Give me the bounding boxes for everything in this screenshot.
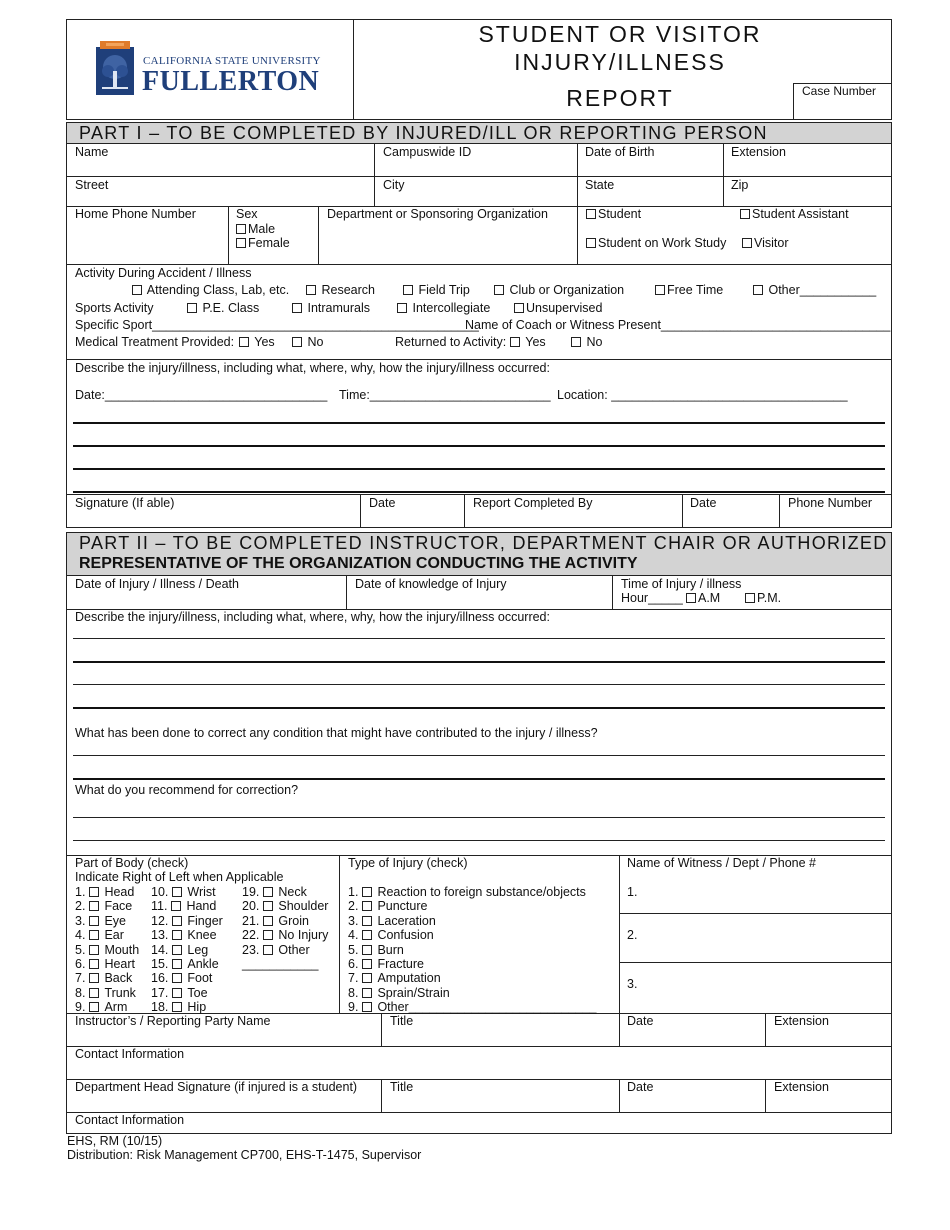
medical-yes[interactable]: Yes <box>239 335 275 349</box>
body-part-option[interactable]: 17. Toe <box>151 985 208 1000</box>
body-part-checkbox[interactable] <box>172 916 182 926</box>
body-part-option[interactable]: 7. Back <box>75 971 133 986</box>
body-part-option[interactable]: 18. Hip <box>151 1000 207 1015</box>
body-part-checkbox[interactable] <box>263 945 273 955</box>
signature-field[interactable]: Signature (If able) <box>75 496 175 510</box>
sports-pe[interactable]: P.E. Class <box>187 301 259 315</box>
sports-intercollegiate[interactable]: Intercollegiate <box>397 301 490 315</box>
injury-type-checkbox[interactable] <box>362 887 372 897</box>
injury-type-option[interactable]: 4. Confusion <box>348 928 434 943</box>
date-line[interactable]: Date:________________________________ <box>75 388 328 402</box>
injury-type-option[interactable]: 7. Amputation <box>348 971 441 986</box>
activity-research[interactable]: Research <box>306 283 375 297</box>
body-part-option[interactable]: 19. Neck <box>242 885 307 899</box>
intramurals-checkbox[interactable] <box>292 303 302 313</box>
returned-yes-checkbox[interactable] <box>510 337 520 347</box>
injury-type-option[interactable]: 8. Sprain/Strain <box>348 985 450 1000</box>
injury-type-option[interactable]: 3. Laceration <box>348 913 436 928</box>
writing-line[interactable] <box>73 468 885 470</box>
intercollegiate-checkbox[interactable] <box>397 303 407 313</box>
dept-head-contact-field[interactable]: Contact Information <box>75 1113 185 1127</box>
student-assistant-option[interactable]: Student Assistant <box>740 207 849 221</box>
form-title-line3: REPORT <box>566 85 674 111</box>
sex-female-option[interactable]: Female <box>236 236 290 250</box>
dept-head-extension-field[interactable]: Extension <box>774 1080 829 1094</box>
body-part-checkbox[interactable] <box>89 959 99 969</box>
university-logo <box>96 41 336 101</box>
body-part-checkbox[interactable] <box>172 959 182 969</box>
body-part-checkbox[interactable] <box>172 1002 182 1012</box>
writing-line[interactable] <box>73 817 885 818</box>
location-line[interactable]: Location: __________________________________ <box>557 388 848 402</box>
pe-class-checkbox[interactable] <box>187 303 197 313</box>
injury-type-checkbox[interactable] <box>362 930 372 940</box>
student-assistant-checkbox[interactable] <box>740 209 750 219</box>
activity-field-trip[interactable]: Field Trip <box>403 283 470 297</box>
department-field[interactable]: Department or Sponsoring Organization <box>327 207 548 221</box>
activity-club[interactable]: Club or Organization <box>494 283 624 297</box>
body-part-option[interactable]: 21. Groin <box>242 913 309 928</box>
witness-1-field[interactable]: 1. <box>627 885 638 899</box>
injury-type-option[interactable]: 5. Burn <box>348 942 404 957</box>
specific-sport-field[interactable]: Specific Sport_______________________________________________ <box>75 318 479 332</box>
body-part-option[interactable]: 11. Hand <box>151 899 217 914</box>
extension-field[interactable]: Extension <box>731 145 786 159</box>
pm-checkbox[interactable] <box>745 593 755 603</box>
student-work-study-checkbox[interactable] <box>586 238 596 248</box>
body-part-option[interactable]: 8. Trunk <box>75 985 136 1000</box>
activity-attending[interactable]: Attending Class, Lab, etc. <box>132 283 289 297</box>
body-part-option[interactable]: 3. Eye <box>75 913 126 928</box>
student-work-study-option[interactable]: Student on Work Study <box>586 236 726 250</box>
activity-free-time[interactable]: Free Time <box>655 283 723 297</box>
writing-line[interactable] <box>73 445 885 447</box>
body-part-option[interactable]: 1. Head <box>75 885 135 899</box>
coach-witness-field[interactable]: Name of Coach or Witness Present_________________________________ <box>465 318 891 332</box>
time-of-injury-label: Time of Injury / illness <box>621 577 742 591</box>
other-activity-checkbox[interactable] <box>753 285 763 295</box>
injury-type-option[interactable]: 6. Fracture <box>348 957 424 971</box>
field-trip-checkbox[interactable] <box>403 285 413 295</box>
instructor-date-field[interactable]: Date <box>627 1014 654 1028</box>
date-of-knowledge-field[interactable]: Date of knowledge of Injury <box>355 577 507 591</box>
visitor-checkbox[interactable] <box>742 238 752 248</box>
campuswide-id-field[interactable]: Campuswide ID <box>383 145 472 159</box>
injury-type-checkbox[interactable] <box>362 959 372 969</box>
student-checkbox[interactable] <box>586 209 596 219</box>
describe-label: Describe the injury/illness, including what, where, why, how the injury/illness occurred: <box>75 361 550 375</box>
witness-header: Name of Witness / Dept / Phone # <box>627 856 816 870</box>
instructor-name-field[interactable]: Instructor’s / Reporting Party Name <box>75 1014 271 1028</box>
body-part-option[interactable]: 16. Foot <box>151 971 213 986</box>
date-of-injury-field[interactable]: Date of Injury / Illness / Death <box>75 577 239 591</box>
sports-activity-label: Sports Activity <box>75 301 154 315</box>
body-part-checkbox[interactable] <box>263 916 273 926</box>
sex-label: Sex <box>236 207 258 221</box>
part1-title: PART I – TO BE COMPLETED BY INJURED/ILL OR REPORTING PERSON <box>79 123 768 143</box>
body-part-checkbox[interactable] <box>263 930 273 940</box>
club-checkbox[interactable] <box>494 285 504 295</box>
am-option[interactable]: A.M <box>686 591 720 605</box>
body-part-option[interactable]: 5. Mouth <box>75 942 140 957</box>
body-part-checkbox[interactable] <box>172 945 182 955</box>
report-date-field[interactable]: Date <box>690 496 717 510</box>
medical-no[interactable]: No <box>292 335 323 349</box>
zip-field[interactable]: Zip <box>731 178 749 192</box>
body-part-option[interactable]: 4. Ear <box>75 928 124 943</box>
medical-no-checkbox[interactable] <box>292 337 302 347</box>
body-part-checkbox[interactable] <box>89 1002 99 1012</box>
injury-type-option[interactable]: 1. Reaction to foreign substance/objects <box>348 885 586 899</box>
injury-type-option[interactable]: 2. Puncture <box>348 899 428 914</box>
body-part-option[interactable]: 15. Ankle <box>151 957 219 971</box>
body-part-option[interactable]: 14. Leg <box>151 942 209 957</box>
form-title-line2: INJURY/ILLNESS <box>514 49 726 75</box>
case-number-label: Case Number <box>802 84 877 98</box>
hour-field[interactable]: Hour_____ <box>621 591 683 605</box>
street-field[interactable]: Street <box>75 178 109 192</box>
research-checkbox[interactable] <box>306 285 316 295</box>
injury-type-checkbox[interactable] <box>362 916 372 926</box>
female-checkbox[interactable] <box>236 238 246 248</box>
student-option[interactable]: Student <box>586 207 641 221</box>
signature-date-field[interactable]: Date <box>369 496 396 510</box>
witness-2-field[interactable]: 2. <box>627 928 638 942</box>
medical-yes-checkbox[interactable] <box>239 337 249 347</box>
activity-other[interactable]: Other___________ <box>753 283 876 297</box>
body-part-checkbox[interactable] <box>89 916 99 926</box>
body-part-checkbox[interactable] <box>89 945 99 955</box>
unsupervised-checkbox[interactable] <box>514 303 524 313</box>
body-part-checkbox[interactable] <box>89 973 99 983</box>
part2-title: PART II – TO BE COMPLETED INSTRUCTOR, DEPARTMENT CHAIR OR AUTHORIZED <box>79 533 888 553</box>
state-field[interactable]: State <box>585 178 615 192</box>
home-phone-field[interactable]: Home Phone Number <box>75 207 196 221</box>
returned-label: Returned to Activity: <box>395 335 507 349</box>
injury-type-option[interactable]: 9. Other___________________________ <box>348 1000 597 1015</box>
phone-number-field[interactable]: Phone Number <box>788 496 873 510</box>
body-part-checkbox[interactable] <box>263 887 273 897</box>
writing-line[interactable] <box>73 755 885 756</box>
body-part-checkbox[interactable] <box>172 988 182 998</box>
part2-subtitle: REPRESENTATIVE OF THE ORGANIZATION CONDUCTING THE ACTIVITY <box>79 555 638 572</box>
writing-line[interactable] <box>73 778 885 780</box>
injury-type-checkbox[interactable] <box>362 973 372 983</box>
pm-option[interactable]: P.M. <box>745 591 781 605</box>
body-part-checkbox[interactable] <box>171 901 181 911</box>
report-completed-by-field[interactable]: Report Completed By <box>473 496 593 510</box>
medical-treatment-label: Medical Treatment Provided: <box>75 335 235 349</box>
writing-line[interactable] <box>73 684 885 685</box>
body-part-option[interactable]: 9. Arm <box>75 1000 128 1015</box>
form-title-line1: STUDENT OR VISITOR <box>478 21 762 47</box>
dept-head-date-field[interactable]: Date <box>627 1080 654 1094</box>
injury-type-checkbox[interactable] <box>362 1002 372 1012</box>
body-part-checkbox[interactable] <box>172 887 182 897</box>
writing-line[interactable] <box>73 491 885 493</box>
body-other-line[interactable]: ___________ <box>242 957 319 971</box>
logo-line2: FULLERTON <box>142 66 320 97</box>
instructor-contact-field[interactable]: Contact Information <box>75 1047 185 1061</box>
body-part-checkbox[interactable] <box>172 973 182 983</box>
sports-intramurals[interactable]: Intramurals <box>292 301 370 315</box>
recommend-label: What do you recommend for correction? <box>75 783 299 797</box>
date-of-birth-field[interactable]: Date of Birth <box>585 145 655 159</box>
writing-line[interactable] <box>73 422 885 424</box>
body-part-checkbox[interactable] <box>89 988 99 998</box>
body-part-checkbox[interactable] <box>89 930 99 940</box>
header-divider <box>353 19 354 120</box>
body-part-checkbox[interactable] <box>263 901 273 911</box>
form-code: EHS, RM (10/15) <box>67 1134 163 1148</box>
body-part-option[interactable]: 2. Face <box>75 899 133 914</box>
returned-no[interactable]: No <box>571 335 602 349</box>
injury-type-checkbox[interactable] <box>362 945 372 955</box>
am-checkbox[interactable] <box>686 593 696 603</box>
sports-unsupervised[interactable]: Unsupervised <box>514 301 602 315</box>
part2-describe-label: Describe the injury/illness, including what, where, why, how the injury/illness occurred: <box>75 610 550 624</box>
city-field[interactable]: City <box>383 178 405 192</box>
tree-seal-icon <box>96 41 136 95</box>
distribution-note: Distribution: Risk Management CP700, EHS-T-1475, Supervisor <box>67 1148 422 1162</box>
injury-type-header: Type of Injury (check) <box>348 856 468 870</box>
name-field[interactable]: Name <box>75 145 109 159</box>
body-part-checkbox[interactable] <box>89 901 99 911</box>
attending-checkbox[interactable] <box>132 285 142 295</box>
dept-head-signature-field[interactable]: Department Head Signature (if injured is a student) <box>75 1080 358 1094</box>
returned-no-checkbox[interactable] <box>571 337 581 347</box>
writing-line[interactable] <box>73 707 885 709</box>
injury-type-checkbox[interactable] <box>362 988 372 998</box>
free-time-checkbox[interactable] <box>655 285 665 295</box>
body-part-option[interactable]: 20. Shoulder <box>242 899 329 914</box>
returned-yes[interactable]: Yes <box>510 335 546 349</box>
body-part-checkbox[interactable] <box>89 887 99 897</box>
dept-head-title-field[interactable]: Title <box>390 1080 414 1094</box>
writing-line[interactable] <box>73 638 885 639</box>
witness-3-field[interactable]: 3. <box>627 977 638 991</box>
sex-male-option[interactable]: Male <box>236 222 275 236</box>
writing-line[interactable] <box>73 661 885 663</box>
body-part-option[interactable]: 10. Wrist <box>151 885 216 899</box>
time-line[interactable]: Time:__________________________ <box>339 388 551 402</box>
body-part-option[interactable]: 23. Other <box>242 942 310 957</box>
body-header: Part of Body (check) <box>75 856 189 870</box>
instructor-extension-field[interactable]: Extension <box>774 1014 829 1028</box>
body-part-option[interactable]: 22. No Injury <box>242 928 329 943</box>
body-part-option[interactable]: 12. Finger <box>151 913 223 928</box>
body-part-checkbox[interactable] <box>172 930 182 940</box>
writing-line[interactable] <box>73 840 885 841</box>
corrective-action-label: What has been done to correct any condition that might have contributed to the injury / illness? <box>75 726 598 740</box>
logo-line1: CALIFORNIA STATE UNIVERSITY <box>143 55 321 67</box>
instructor-title-field[interactable]: Title <box>390 1014 414 1028</box>
body-part-option[interactable]: 6. Heart <box>75 957 136 971</box>
body-part-option[interactable]: 13. Knee <box>151 928 217 943</box>
male-checkbox[interactable] <box>236 224 246 234</box>
body-subheader: Indicate Right of Left when Applicable <box>75 870 284 884</box>
injury-type-checkbox[interactable] <box>362 901 372 911</box>
visitor-option[interactable]: Visitor <box>742 236 789 250</box>
activity-label: Activity During Accident / Illness <box>75 266 252 280</box>
